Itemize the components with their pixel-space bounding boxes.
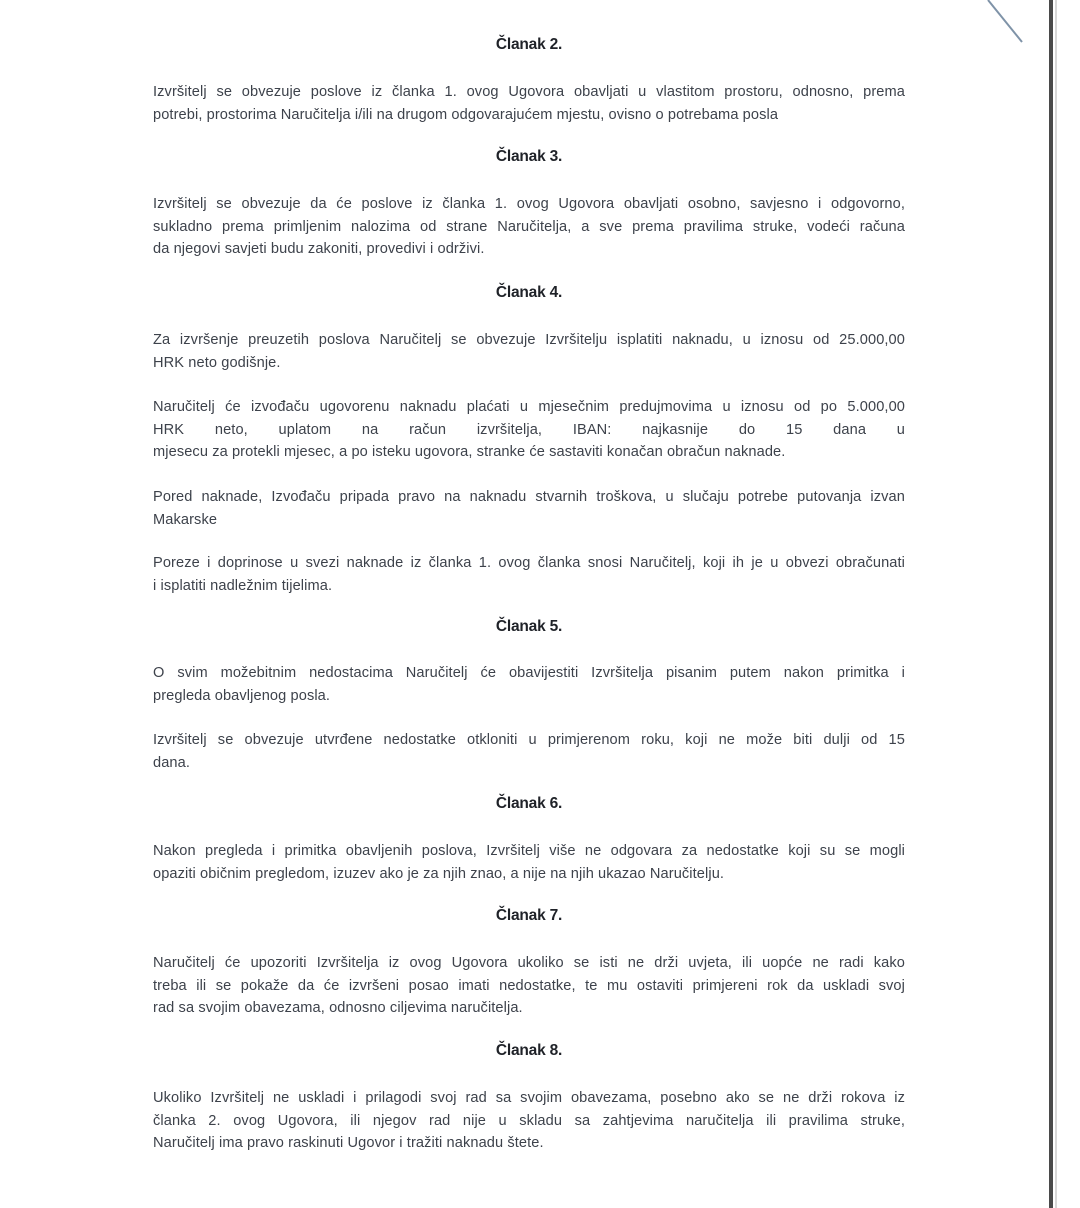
article-2-paragraph-1 <box>153 81 905 126</box>
text-line: i isplatiti nadležnim tijelima. <box>153 577 333 594</box>
article-5-heading: Članak 5. <box>495 618 563 635</box>
article-4-paragraph-1 <box>153 329 905 374</box>
article-5-paragraph-2 <box>153 729 905 774</box>
text-line: sukladno prema primljenim nalozima od strane Naručitelja, a sve prema pravilima struke, vodeći računa <box>153 218 905 235</box>
text-line: HRK neto, uplatom na račun izvršitelja, IBAN: najkasnije do 15 dana u <box>153 421 905 438</box>
article-2-heading: Članak 2. <box>495 36 563 53</box>
text-line: potrebi, prostorima Naručitelja i/ili na drugom odgovarajućem mjestu, ovisno o potrebama posla <box>153 106 779 123</box>
text-line: rad sa svojim obavezama, odnosno ciljevima naručitelja. <box>153 1000 523 1016</box>
text-line: pregleda obavljenog posla. <box>153 687 331 704</box>
text-line: Makarske <box>153 511 218 528</box>
text-line: dana. <box>153 754 191 771</box>
article-7-paragraph-1 <box>153 952 905 1020</box>
text-line: Poreze i doprinose u svezi naknade iz članka 1. ovog članka snosi Naručitelj, koji ih je u obvezi obračunati <box>153 555 905 571</box>
text-line: mjesecu za protekli mjesec, a po isteku ugovora, stranke će sastaviti konačan obračun naknade. <box>153 444 786 460</box>
article-4-paragraph-2 <box>153 396 905 464</box>
text-line: HRK neto godišnje. <box>153 354 281 371</box>
text-line: Nakon pregleda i primitka obavljenih poslova, Izvršitelj više ne odgovara za nedostatke koji su se mogli <box>153 843 905 859</box>
article-7-heading: Članak 7. <box>495 907 563 924</box>
article-5-paragraph-1 <box>153 662 905 707</box>
article-6-heading: Članak 6. <box>495 795 563 812</box>
article-3-paragraph-1 <box>153 193 905 261</box>
article-4-paragraph-4 <box>153 552 905 597</box>
text-line: Izvršitelj se obvezuje da će poslove iz članka 1. ovog Ugovora obavljati osobno, savjesno i odgovorno, <box>153 196 905 212</box>
text-line: da njegovi savjeti budu zakoniti, provedivi i održivi. <box>153 241 485 257</box>
article-4-heading: Članak 4. <box>495 284 563 301</box>
text-line: O svim možebitnim nedostacima Naručitelj će obavijestiti Izvršitelja pisanim putem nakon primitka i <box>153 665 905 681</box>
article-8-heading: Članak 8. <box>495 1042 563 1059</box>
text-line: Naručitelj će upozoriti Izvršitelja iz ovog Ugovora ukoliko se isti ne drži uvjeta, ili uopće ne radi kako <box>153 955 905 971</box>
text-line: Naručitelj će izvođaču ugovorenu naknadu plaćati u mjesečnim predujmovima u iznosu od po 5.000,00 <box>153 399 905 415</box>
text-line: Izvršitelj se obvezuje poslove iz članka 1. ovog Ugovora obavljati u vlastitom prostoru, odnosno, prema <box>153 84 905 100</box>
text-line: Naručitelj ima pravo raskinuti Ugovor i tražiti naknadu štete. <box>153 1135 544 1151</box>
article-3-heading: Članak 3. <box>495 148 563 165</box>
text-line: opaziti običnim pregledom, izuzev ako je za njih znao, a nije na njih ukazao Naručitelju. <box>153 865 725 882</box>
article-6-paragraph-1 <box>153 840 905 885</box>
text-line: članka 2. ovog Ugovora, ili njegov rad nije u skladu sa zahtjevima naručitelja ili pravilima struke, <box>153 1112 905 1129</box>
text-line: Ukoliko Izvršitelj ne uskladi i prilagodi svoj rad sa svojim obavezama, posebno ako se ne drži rokova iz <box>153 1090 905 1106</box>
scan-edge-border <box>1049 0 1053 1208</box>
article-8-paragraph-1 <box>153 1087 905 1155</box>
text-line: Izvršitelj se obvezuje utvrđene nedostatke otkloniti u primjerenom roku, koji ne može biti dulji od 15 <box>153 732 905 748</box>
article-4-paragraph-3 <box>153 486 905 531</box>
text-line: Pored naknade, Izvođaču pripada pravo na naknadu stvarnih troškova, u slučaju potrebe putovanja izvan <box>153 489 905 505</box>
text-line: treba ili se pokaže da će izvršeni posao imati nedostatke, te mu ostaviti primjereni rok da uskladi svoj <box>153 977 905 994</box>
text-line: Za izvršenje preuzetih poslova Naručitelj se obvezuje Izvršitelju isplatiti naknadu, u iznosu od 25.000,00 <box>153 332 905 348</box>
scan-edge-shadow <box>1055 0 1057 1208</box>
